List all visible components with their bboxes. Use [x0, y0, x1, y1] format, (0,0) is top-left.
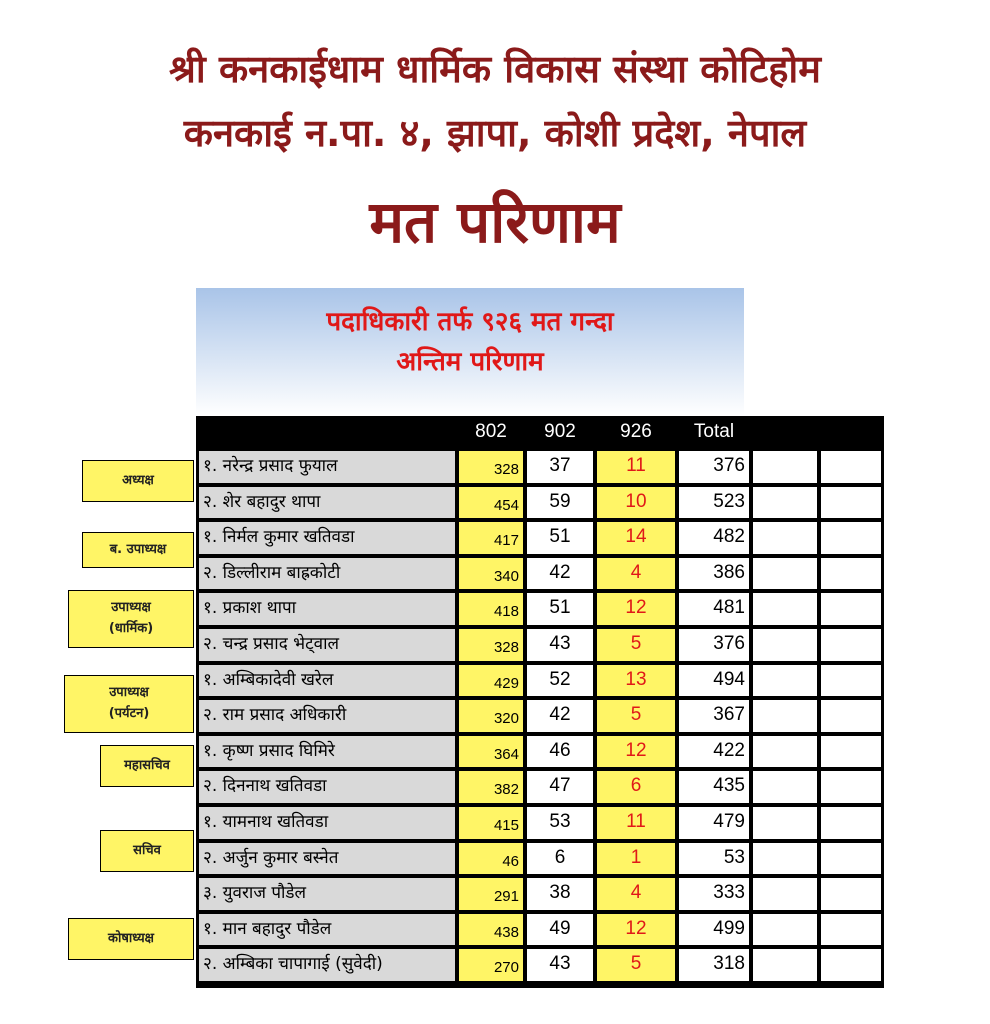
column-header-926: 926 — [620, 421, 652, 442]
votes-926: 14 — [596, 521, 676, 555]
candidate-name: १. कृष्ण प्रसाद घिमिरे — [198, 735, 456, 769]
blank-cell — [752, 592, 818, 626]
votes-total: 386 — [678, 557, 750, 591]
votes-926: 5 — [596, 699, 676, 733]
votes-802: 270 — [458, 948, 524, 982]
candidate-name: १. नरेन्द्र प्रसाद फुयाल — [198, 450, 456, 484]
votes-802: 340 — [458, 557, 524, 591]
votes-total: 318 — [678, 948, 750, 982]
votes-802: 320 — [458, 699, 524, 733]
votes-902: 38 — [526, 877, 594, 911]
position-label-subtext: (पर्यटन) — [108, 706, 150, 721]
votes-902: 6 — [526, 842, 594, 876]
candidate-name: २. अर्जुन कुमार बस्नेत — [198, 842, 456, 876]
candidate-name: २. शेर बहादुर थापा — [198, 486, 456, 520]
candidate-name: २. चन्द्र प्रसाद भेट्वाल — [198, 628, 456, 662]
banner-line-2: अन्तिम परिणाम — [396, 347, 544, 377]
votes-802: 46 — [458, 842, 524, 876]
candidate-name: १. यामनाथ खतिवडा — [198, 806, 456, 840]
blank-cell — [820, 842, 882, 876]
org-name: श्री कनकाईधाम धार्मिक विकास संस्था कोटिहोम — [168, 47, 822, 91]
blank-cell — [820, 664, 882, 698]
blank-cell — [820, 592, 882, 626]
votes-926: 6 — [596, 770, 676, 804]
blank-cell — [820, 735, 882, 769]
candidate-name: १. प्रकाश थापा — [198, 592, 456, 626]
blank-cell — [752, 450, 818, 484]
blank-cell — [752, 877, 818, 911]
votes-926: 11 — [596, 806, 676, 840]
candidate-name: ३. युवराज पौडेल — [198, 877, 456, 911]
blank-cell — [752, 948, 818, 982]
votes-total: 422 — [678, 735, 750, 769]
position-label — [64, 675, 194, 733]
votes-802: 417 — [458, 521, 524, 555]
votes-total: 494 — [678, 664, 750, 698]
votes-802: 364 — [458, 735, 524, 769]
votes-926: 12 — [596, 913, 676, 947]
blank-cell — [752, 664, 818, 698]
position-label-text: कोषाध्यक्ष — [108, 930, 154, 946]
votes-802: 291 — [458, 877, 524, 911]
column-header-902: 902 — [544, 421, 576, 442]
position-label-text: महासचिव — [124, 757, 170, 773]
votes-902: 42 — [526, 557, 594, 591]
votes-902: 51 — [526, 521, 594, 555]
blank-cell — [752, 486, 818, 520]
votes-926: 4 — [596, 557, 676, 591]
position-label — [100, 745, 194, 787]
votes-total: 376 — [678, 628, 750, 662]
votes-902: 43 — [526, 948, 594, 982]
blank-cell — [820, 913, 882, 947]
votes-902: 52 — [526, 664, 594, 698]
blank-cell — [752, 521, 818, 555]
votes-802: 438 — [458, 913, 524, 947]
position-label-text: उपाध्यक्ष — [111, 600, 151, 616]
votes-total: 523 — [678, 486, 750, 520]
blank-cell — [752, 557, 818, 591]
votes-902: 43 — [526, 628, 594, 662]
position-label-text: ब. उपाध्यक्ष — [109, 541, 167, 557]
blank-cell — [820, 486, 882, 520]
votes-802: 328 — [458, 628, 524, 662]
blank-cell — [820, 806, 882, 840]
votes-902: 47 — [526, 770, 594, 804]
result-banner — [196, 288, 744, 416]
votes-total: 367 — [678, 699, 750, 733]
position-label-text: उपाध्यक्ष — [109, 685, 149, 701]
votes-total: 435 — [678, 770, 750, 804]
position-label-text: अध्यक्ष — [122, 472, 154, 488]
page-title: मत परिणाम — [369, 188, 621, 256]
votes-926: 5 — [596, 628, 676, 662]
blank-cell — [820, 877, 882, 911]
blank-cell — [820, 521, 882, 555]
candidate-name: २. दिननाथ खतिवडा — [198, 770, 456, 804]
votes-802: 454 — [458, 486, 524, 520]
blank-cell — [752, 770, 818, 804]
votes-902: 42 — [526, 699, 594, 733]
blank-cell — [752, 806, 818, 840]
blank-cell — [752, 913, 818, 947]
blank-cell — [752, 842, 818, 876]
votes-802: 328 — [458, 450, 524, 484]
candidate-name: २. अम्बिका चापागाई (सुवेदी) — [198, 948, 456, 982]
banner-line-1: पदाधिकारी तर्फ ९२६ मत गन्दा — [326, 307, 614, 337]
votes-total: 482 — [678, 521, 750, 555]
results-table — [196, 416, 884, 988]
votes-802: 415 — [458, 806, 524, 840]
votes-802: 382 — [458, 770, 524, 804]
blank-cell — [820, 948, 882, 982]
votes-926: 12 — [596, 592, 676, 626]
column-header-total: Total — [693, 421, 735, 442]
blank-cell — [820, 628, 882, 662]
candidate-name: २. राम प्रसाद अधिकारी — [198, 699, 456, 733]
position-label-subtext: (धार्मिक) — [108, 621, 154, 636]
votes-926: 13 — [596, 664, 676, 698]
blank-cell — [752, 735, 818, 769]
blank-cell — [820, 699, 882, 733]
column-header-802: 802 — [475, 421, 507, 442]
position-label — [82, 460, 194, 502]
candidate-name: १. मान बहादुर पौडेल — [198, 913, 456, 947]
position-label-text: सचिव — [133, 842, 161, 858]
votes-902: 46 — [526, 735, 594, 769]
votes-total: 481 — [678, 592, 750, 626]
position-label — [82, 532, 194, 568]
position-label — [68, 918, 194, 960]
org-address: कनकाई न.पा. ४, झापा, कोशी प्रदेश, नेपाल — [183, 111, 807, 155]
blank-cell — [820, 450, 882, 484]
blank-cell — [752, 699, 818, 733]
votes-902: 59 — [526, 486, 594, 520]
votes-total: 499 — [678, 913, 750, 947]
blank-cell — [820, 770, 882, 804]
votes-902: 49 — [526, 913, 594, 947]
position-label — [100, 830, 194, 872]
blank-cell — [752, 628, 818, 662]
blank-cell — [820, 557, 882, 591]
votes-total: 53 — [678, 842, 750, 876]
candidate-name: २. डिल्लीराम बाह्रकोटी — [198, 557, 456, 591]
votes-902: 51 — [526, 592, 594, 626]
votes-total: 376 — [678, 450, 750, 484]
votes-926: 10 — [596, 486, 676, 520]
votes-926: 5 — [596, 948, 676, 982]
votes-802: 418 — [458, 592, 524, 626]
votes-total: 479 — [678, 806, 750, 840]
votes-902: 37 — [526, 450, 594, 484]
votes-total: 333 — [678, 877, 750, 911]
votes-802: 429 — [458, 664, 524, 698]
votes-926: 1 — [596, 842, 676, 876]
votes-926: 11 — [596, 450, 676, 484]
position-label — [68, 590, 194, 648]
candidate-name: १. निर्मल कुमार खतिवडा — [198, 521, 456, 555]
votes-902: 53 — [526, 806, 594, 840]
votes-926: 12 — [596, 735, 676, 769]
candidate-name: १. अम्बिकादेवी खरेल — [198, 664, 456, 698]
votes-926: 4 — [596, 877, 676, 911]
